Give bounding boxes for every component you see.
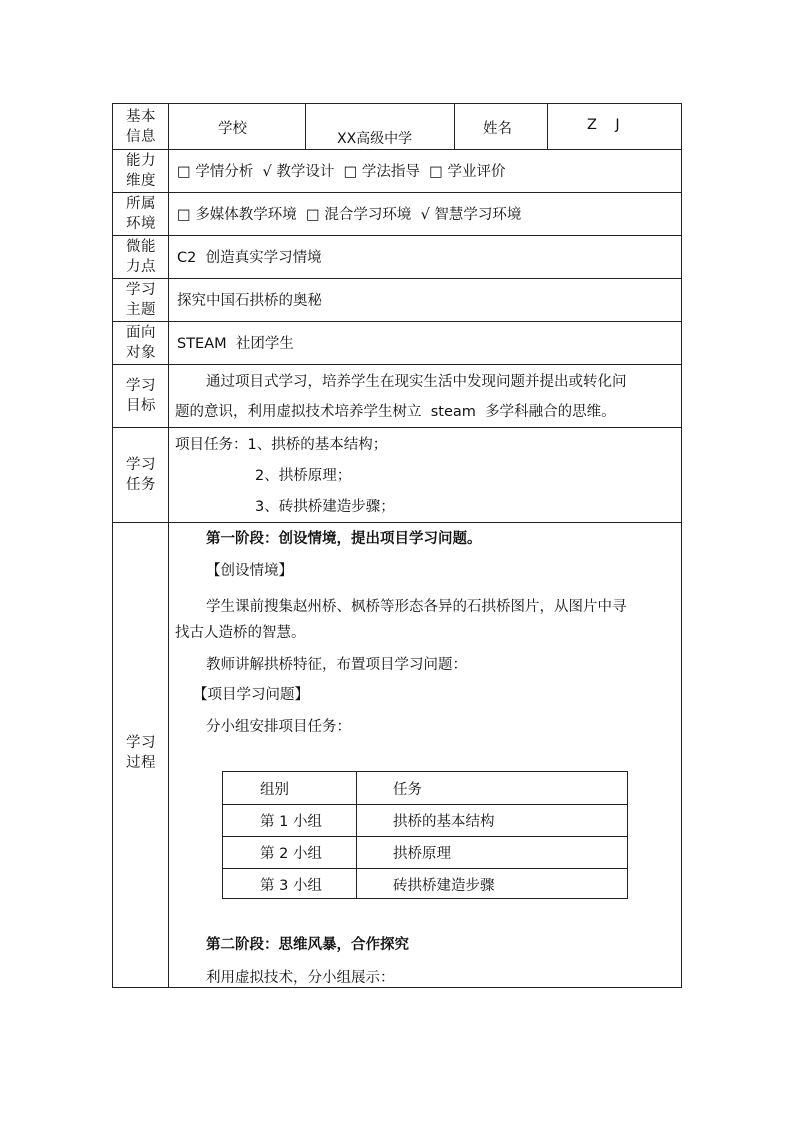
para-1-line-2: 找古人造桥的智慧。 (175, 625, 306, 641)
para-2: 教师讲解拱桥特征，布置项目学习问题： (206, 657, 467, 673)
check-mark: √ (262, 164, 272, 180)
table-row-task: 砖拱桥建造步骤 (393, 878, 495, 894)
environment-options (177, 203, 521, 224)
task-line-1: 项目任务：1、拱桥的基本结构； (175, 437, 388, 453)
row-divider (113, 235, 681, 236)
table-row-task: 拱桥的基本结构 (393, 814, 495, 830)
table-row-group: 第 1 小组 (260, 814, 322, 830)
label-goal: 学习目标 (126, 377, 156, 414)
group-header: 组别 (260, 782, 289, 798)
row-divider (113, 192, 681, 193)
para-1-line-1: 学生课前搜集赵州桥、枫桥等形态各异的石拱桥图片，从图片中寻 (206, 599, 627, 615)
group-table-row-divider (223, 868, 627, 869)
audience-value: STEAM 社团学生 (177, 336, 294, 352)
label-micro-ability: 微能力点 (126, 238, 156, 275)
label-topic: 学习主题 (126, 281, 156, 318)
label-process: 学习过程 (126, 735, 156, 771)
task-line-3: 3、砖拱桥建造步骤； (255, 499, 395, 515)
stage-2-heading: 第二阶段：思维风暴，合作探究 (206, 937, 409, 953)
ability-option: □ 学法指导 (343, 164, 420, 180)
check-mark: √ (420, 207, 430, 223)
stage-1-heading: 第一阶段：创设情境，提出项目学习问题。 (206, 531, 482, 547)
checkbox-mark: □ (177, 207, 191, 223)
row-divider (113, 278, 681, 279)
group-table-row-divider (223, 804, 627, 805)
label-environment: 所属环境 (126, 195, 156, 232)
row-divider (113, 427, 681, 428)
label-audience: 面向对象 (126, 324, 156, 361)
row-divider (113, 149, 681, 150)
school-label: 学校 (218, 121, 247, 137)
row1-divider-c (547, 104, 548, 149)
goal-line-2: 题的意识，利用虚拟技术培养学生树立 steam 多学科融合的思维。 (175, 404, 616, 420)
para-3: 分小组安排项目任务： (206, 719, 351, 735)
environment-option: □ 混合学习环境 (306, 207, 412, 223)
name-value: Z J (587, 117, 620, 133)
bracket-project-question: 【项目学习问题】 (193, 687, 309, 703)
table-row-group: 第 2 小组 (260, 846, 322, 862)
checkbox-mark: □ (306, 207, 320, 223)
micro-ability-value: C2 创造真实学习情境 (177, 250, 322, 266)
ability-option: □ 学业评价 (429, 164, 506, 180)
name-label: 姓名 (483, 121, 512, 137)
checkbox-mark: □ (177, 164, 191, 180)
row-divider (113, 321, 681, 322)
school-value: XX高级中学 (337, 131, 413, 147)
topic-value: 探究中国石拱桥的奥秘 (177, 293, 322, 309)
label-task: 学习任务 (126, 456, 156, 493)
ability-option: □ 学情分析 (177, 164, 254, 180)
environment-option: √ 智慧学习环境 (420, 207, 522, 223)
row1-divider-b (454, 104, 455, 149)
table-row-task: 拱桥原理 (393, 846, 451, 862)
table-row-group: 第 3 小组 (260, 878, 322, 894)
environment-option: □ 多媒体教学环境 (177, 207, 297, 223)
checkbox-mark: □ (343, 164, 358, 180)
ability-option: √ 教学设计 (262, 164, 335, 180)
para-4: 利用虚拟技术，分小组展示： (206, 970, 395, 986)
checkbox-mark: □ (429, 164, 443, 180)
ability-options (177, 160, 505, 181)
goal-line-1: 通过项目式学习，培养学生在现实生活中发现问题并提出或转化问 (206, 374, 627, 390)
group-task-table (222, 771, 628, 899)
group-table-row-divider (223, 836, 627, 837)
row-divider (113, 364, 681, 365)
row-divider (113, 522, 681, 523)
group-table-divider (356, 772, 357, 898)
label-ability: 能力维度 (126, 152, 156, 189)
task-header: 任务 (393, 782, 422, 798)
row1-divider-a (305, 104, 306, 149)
label-basic-info: 基本信息 (126, 108, 156, 145)
task-line-2: 2、拱桥原理； (255, 468, 352, 484)
bracket-create-situation: 【创设情境】 (206, 563, 293, 579)
